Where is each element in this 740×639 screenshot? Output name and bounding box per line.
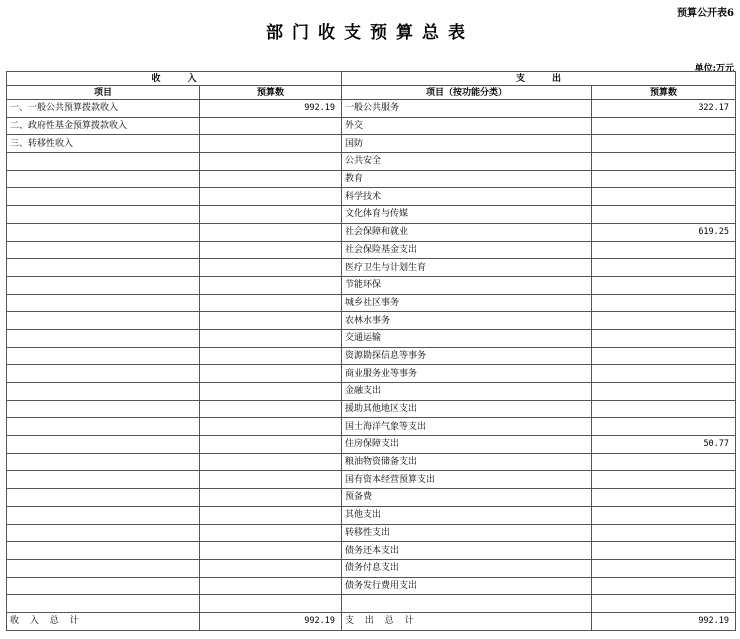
expense-item-cell: 外交: [342, 117, 592, 135]
income-item-cell: [7, 506, 200, 524]
income-amount-cell: [200, 365, 342, 383]
expense-item-cell: 商业服务业等事务: [342, 365, 592, 383]
income-section-header: 收 入: [7, 72, 342, 86]
table-row: [7, 294, 736, 312]
income-amount-cell: [200, 241, 342, 259]
table-body: [7, 100, 736, 613]
income-item-cell: [7, 383, 200, 401]
table-row: [7, 117, 736, 135]
income-amount-cell: [200, 489, 342, 507]
income-amount-cell: [200, 329, 342, 347]
table-row: [7, 365, 736, 383]
table-row: [7, 577, 736, 595]
expense-amount-cell: [592, 559, 736, 577]
income-item-cell: [7, 188, 200, 206]
expense-amount-cell: [592, 294, 736, 312]
table-row: [7, 559, 736, 577]
expense-amount-cell: [592, 153, 736, 171]
expense-amount-cell: [592, 347, 736, 365]
budget-table: [6, 71, 736, 631]
table-row: [7, 188, 736, 206]
unit-label: 单位:万元: [694, 64, 734, 74]
table-row: [7, 153, 736, 171]
expense-item-cell: 节能环保: [342, 276, 592, 294]
income-item-cell: [7, 418, 200, 436]
expense-item-cell: 资源勘探信息等事务: [342, 347, 592, 365]
income-amount-cell: [200, 577, 342, 595]
expense-amount-cell: 619.25: [592, 223, 736, 241]
expense-item-cell: 粮油物资储备支出: [342, 453, 592, 471]
income-item-cell: [7, 223, 200, 241]
expense-section-header: 支 出: [342, 72, 736, 86]
expense-total-amount: 992.19: [592, 612, 736, 630]
income-item-cell: [7, 400, 200, 418]
income-item-cell: [7, 276, 200, 294]
income-amount-cell: [200, 153, 342, 171]
income-item-cell: [7, 453, 200, 471]
expense-amount-cell: [592, 170, 736, 188]
expense-item-cell: 国防: [342, 135, 592, 153]
income-amount-cell: [200, 294, 342, 312]
expense-item-cell: 债务付息支出: [342, 559, 592, 577]
table-row: [7, 223, 736, 241]
table-row: [7, 100, 736, 118]
table-row: [7, 170, 736, 188]
expense-item-cell: 债务发行费用支出: [342, 577, 592, 595]
expense-amount-cell: 322.17: [592, 100, 736, 118]
income-amount-cell: [200, 436, 342, 454]
expense-amount-cell: [592, 241, 736, 259]
income-total-amount: 992.19: [200, 612, 342, 630]
table-row: [7, 595, 736, 613]
expense-item-cell: 住房保障支出: [342, 436, 592, 454]
income-amount-cell: [200, 170, 342, 188]
expense-item-cell: 预备费: [342, 489, 592, 507]
income-amount-cell: [200, 524, 342, 542]
income-amount-cell: [200, 347, 342, 365]
expense-item-cell: 交通运输: [342, 329, 592, 347]
income-amount-cell: [200, 400, 342, 418]
income-amount-cell: [200, 188, 342, 206]
income-amount-cell: [200, 383, 342, 401]
table-row: [7, 276, 736, 294]
page-title: 部门收支预算总表: [266, 23, 474, 43]
expense-amount-cell: [592, 489, 736, 507]
expense-amount-cell: [592, 400, 736, 418]
expense-amount-cell: [592, 276, 736, 294]
table-row: [7, 329, 736, 347]
income-amount-cell: [200, 117, 342, 135]
income-item-header: 项目: [7, 86, 200, 100]
expense-item-cell: [342, 595, 592, 613]
table-row: [7, 489, 736, 507]
expense-amount-cell: [592, 471, 736, 489]
income-item-cell: [7, 471, 200, 489]
table-row: [7, 400, 736, 418]
table-row: [7, 436, 736, 454]
section-header-row: [7, 72, 736, 86]
expense-amount-cell: [592, 329, 736, 347]
expense-item-cell: 援助其他地区支出: [342, 400, 592, 418]
income-item-cell: [7, 489, 200, 507]
income-amount-cell: [200, 559, 342, 577]
income-amount-cell: [200, 206, 342, 224]
income-item-cell: [7, 524, 200, 542]
income-amount-cell: [200, 506, 342, 524]
expense-amount-cell: [592, 259, 736, 277]
expense-item-cell: 债务还本支出: [342, 542, 592, 560]
income-item-cell: [7, 241, 200, 259]
income-amount-cell: 992.19: [200, 100, 342, 118]
table-row: [7, 312, 736, 330]
expense-item-cell: 社会保险基金支出: [342, 241, 592, 259]
expense-item-cell: 一般公共服务: [342, 100, 592, 118]
income-total-label: 收 入 总 计: [7, 612, 200, 630]
income-amount-cell: [200, 542, 342, 560]
expense-total-label: 支 出 总 计: [342, 612, 592, 630]
table-row: [7, 206, 736, 224]
totals-row: [7, 612, 736, 630]
expense-amount-cell: 50.77: [592, 436, 736, 454]
expense-item-cell: 转移性支出: [342, 524, 592, 542]
income-item-cell: [7, 170, 200, 188]
expense-amount-cell: [592, 188, 736, 206]
income-amount-header: 预算数: [200, 86, 342, 100]
expense-item-cell: 教育: [342, 170, 592, 188]
expense-item-cell: 城乡社区事务: [342, 294, 592, 312]
income-amount-cell: [200, 135, 342, 153]
income-amount-cell: [200, 259, 342, 277]
expense-item-cell: 国土海洋气象等支出: [342, 418, 592, 436]
table-row: [7, 453, 736, 471]
expense-amount-header: 预算数: [592, 86, 736, 100]
income-item-cell: 三、转移性收入: [7, 135, 200, 153]
income-amount-cell: [200, 471, 342, 489]
expense-amount-cell: [592, 117, 736, 135]
expense-amount-cell: [592, 595, 736, 613]
expense-amount-cell: [592, 365, 736, 383]
table-row: [7, 418, 736, 436]
income-amount-cell: [200, 595, 342, 613]
income-item-cell: [7, 206, 200, 224]
income-item-cell: [7, 294, 200, 312]
table-row: [7, 259, 736, 277]
table-row: [7, 383, 736, 401]
expense-item-cell: 文化体育与传媒: [342, 206, 592, 224]
expense-item-cell: 农林水事务: [342, 312, 592, 330]
income-amount-cell: [200, 312, 342, 330]
expense-amount-cell: [592, 542, 736, 560]
expense-amount-cell: [592, 453, 736, 471]
table-row: [7, 542, 736, 560]
income-item-cell: [7, 347, 200, 365]
expense-item-cell: 国有资本经营预算支出: [342, 471, 592, 489]
expense-item-cell: 社会保障和就业: [342, 223, 592, 241]
table-code: 预算公开表6: [677, 8, 734, 19]
table-row: [7, 506, 736, 524]
income-item-cell: [7, 577, 200, 595]
expense-amount-cell: [592, 577, 736, 595]
income-item-cell: [7, 365, 200, 383]
expense-item-header: 项目（按功能分类）: [342, 86, 592, 100]
income-item-cell: [7, 436, 200, 454]
table-row: [7, 135, 736, 153]
income-item-cell: 一、一般公共预算拨款收入: [7, 100, 200, 118]
income-item-cell: [7, 595, 200, 613]
income-item-cell: 二、政府性基金预算拨款收入: [7, 117, 200, 135]
table-row: [7, 241, 736, 259]
table-row: [7, 471, 736, 489]
income-item-cell: [7, 259, 200, 277]
expense-amount-cell: [592, 312, 736, 330]
income-item-cell: [7, 542, 200, 560]
expense-item-cell: 科学技术: [342, 188, 592, 206]
income-item-cell: [7, 312, 200, 330]
expense-amount-cell: [592, 506, 736, 524]
table-row: [7, 347, 736, 365]
table-row: [7, 524, 736, 542]
income-item-cell: [7, 153, 200, 171]
expense-amount-cell: [592, 383, 736, 401]
expense-amount-cell: [592, 206, 736, 224]
expense-amount-cell: [592, 418, 736, 436]
expense-amount-cell: [592, 135, 736, 153]
income-item-cell: [7, 559, 200, 577]
expense-item-cell: 公共安全: [342, 153, 592, 171]
income-item-cell: [7, 329, 200, 347]
income-amount-cell: [200, 453, 342, 471]
expense-item-cell: 金融支出: [342, 383, 592, 401]
expense-amount-cell: [592, 524, 736, 542]
expense-item-cell: 医疗卫生与计划生育: [342, 259, 592, 277]
income-amount-cell: [200, 418, 342, 436]
column-header-row: [7, 86, 736, 100]
expense-item-cell: 其他支出: [342, 506, 592, 524]
income-amount-cell: [200, 276, 342, 294]
income-amount-cell: [200, 223, 342, 241]
